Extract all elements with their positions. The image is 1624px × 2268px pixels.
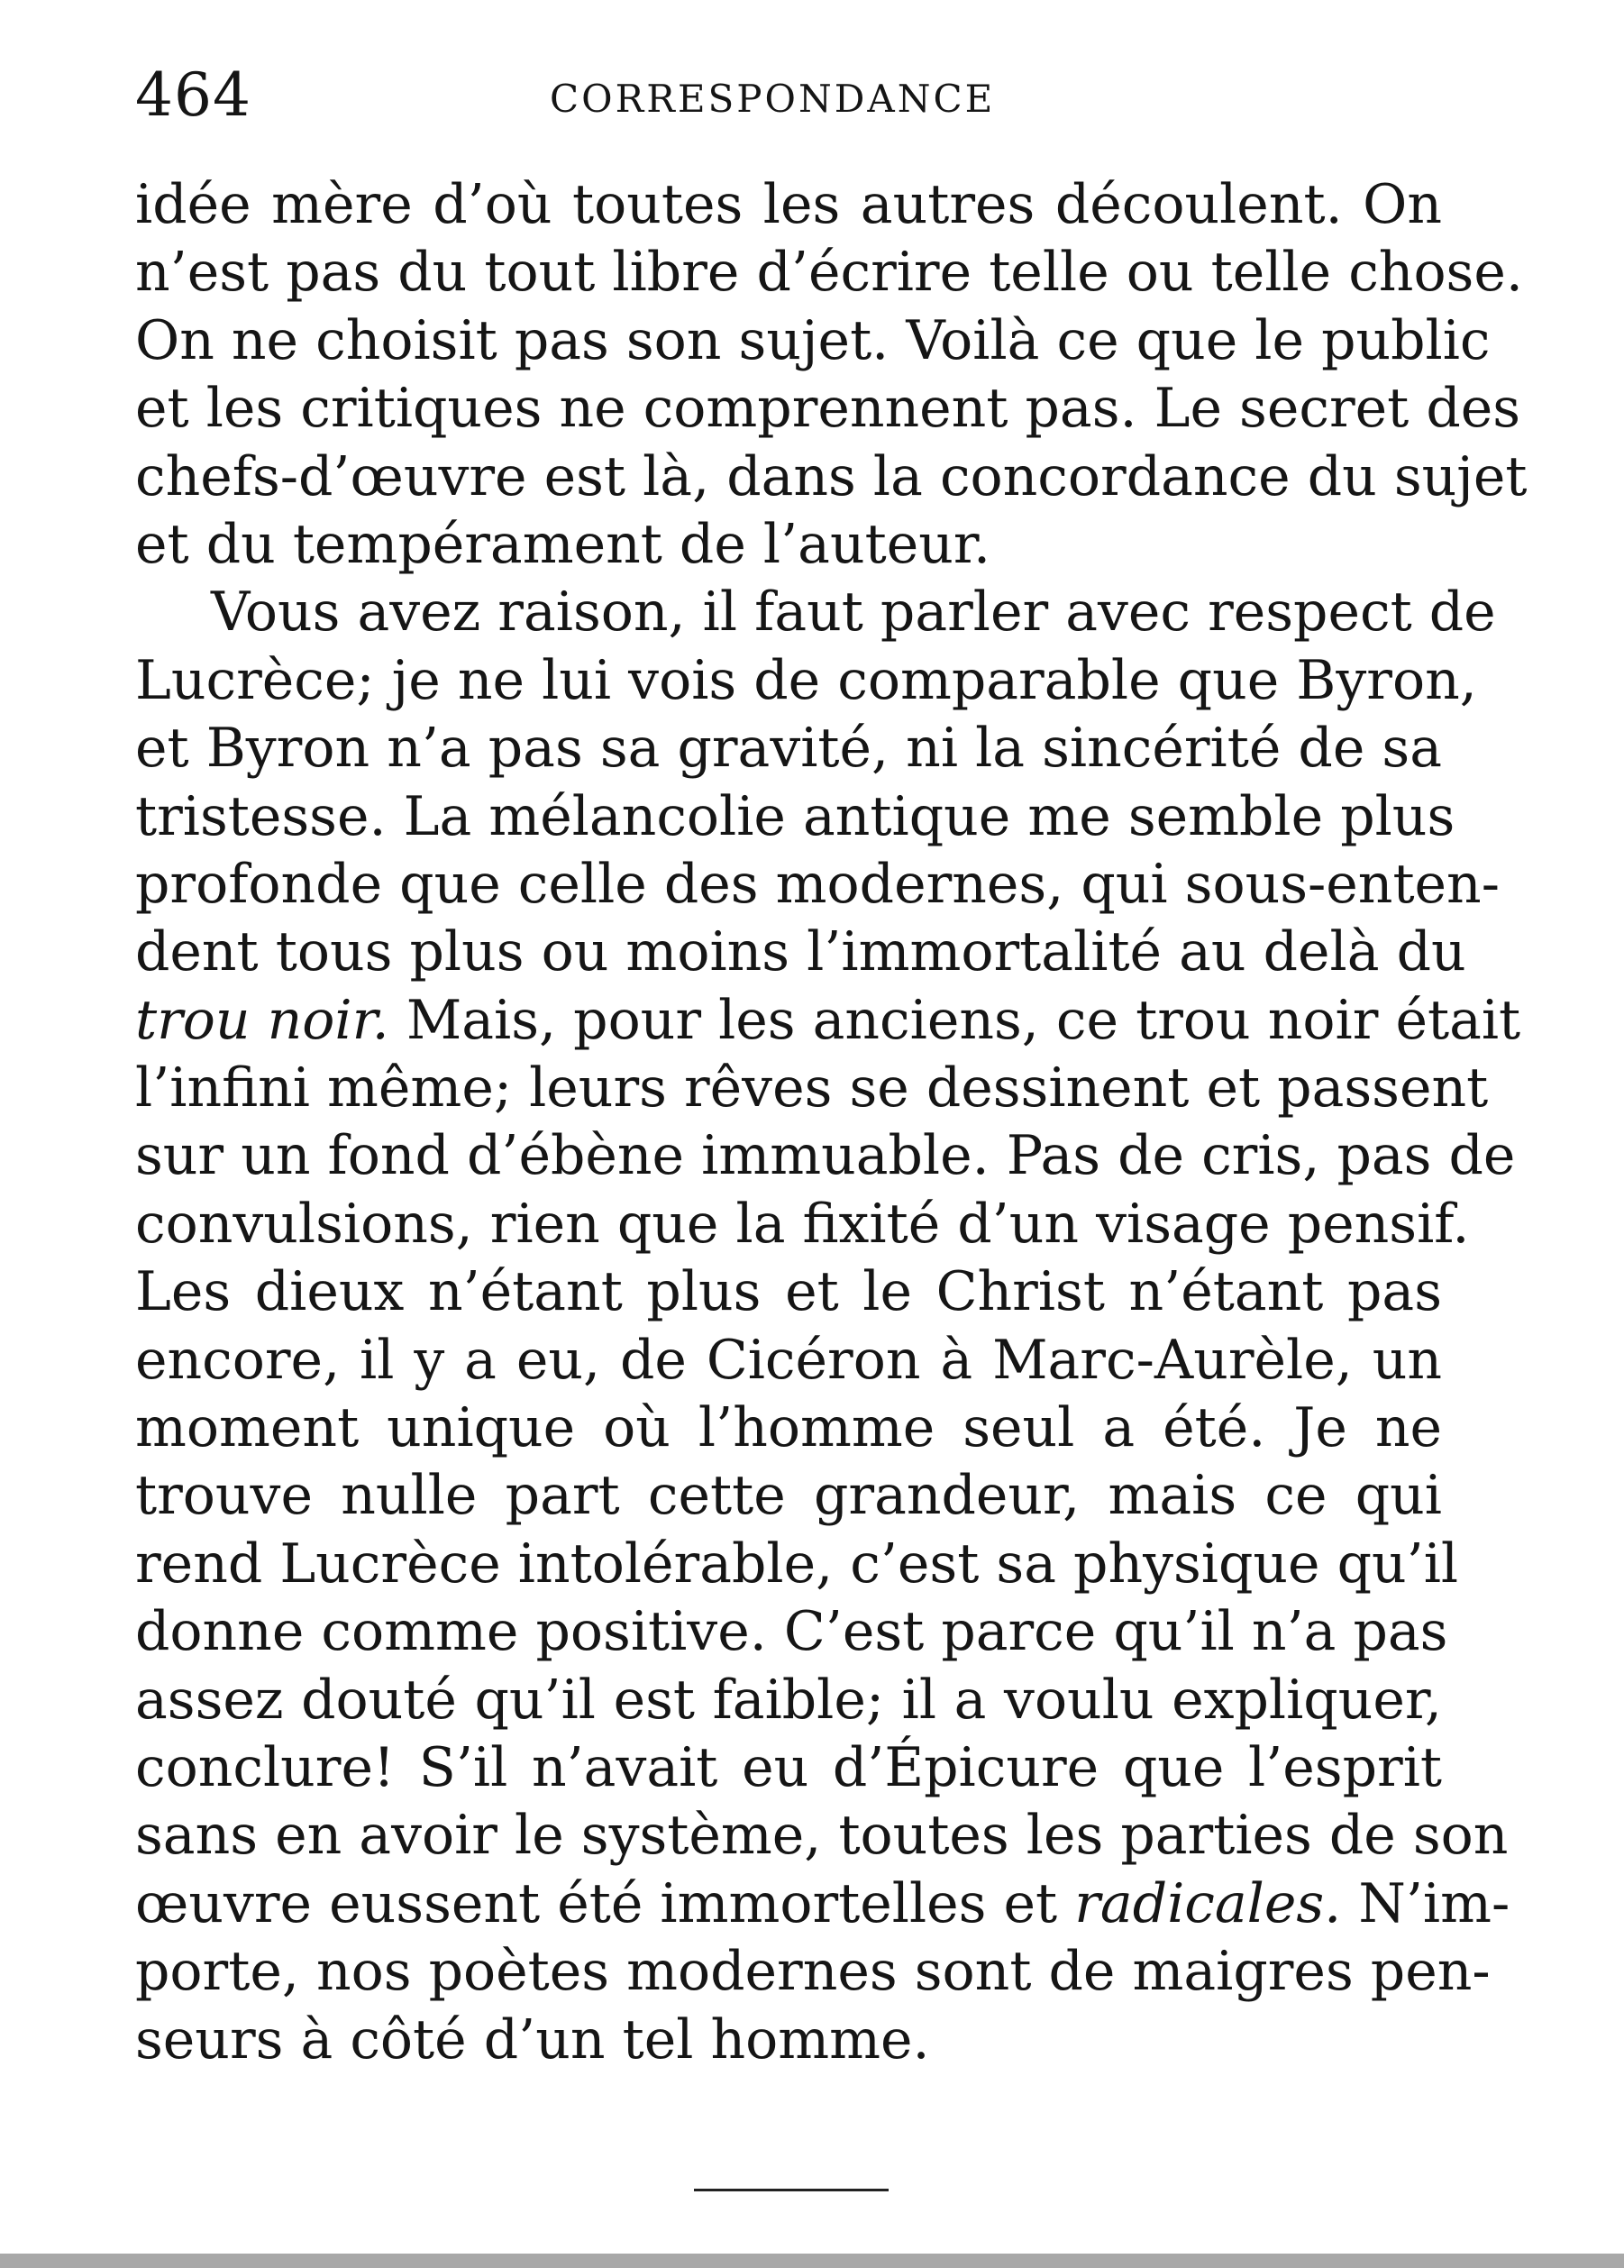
text-line — [135, 919, 1466, 986]
line-text: et du tempérament de l’auteur. — [135, 512, 991, 576]
scan-bottom-border — [0, 2254, 1624, 2268]
line-text: conclure! S’il n’avait eu d’Épicure que l’esprit — [135, 1735, 1442, 1799]
line-text: Les dieux n’étant plus et le Christ n’étant pas — [135, 1260, 1442, 1324]
line-text: rend Lucrèce intolérable, c’est sa physique qu’il — [135, 1532, 1459, 1596]
line-text: n’est pas du tout libre d’écrire telle ou telle chose. — [135, 241, 1523, 305]
text-line — [135, 1055, 1489, 1122]
line-text: trouve nulle part cette grandeur, mais ce qui — [135, 1464, 1442, 1528]
text-line — [135, 1191, 1470, 1258]
line-text: l’infini même; leurs rêves se dessinent et passent — [135, 1056, 1489, 1120]
text-line — [135, 511, 1442, 579]
line-text: assez douté qu’il est faible; il a voulu expliquer, — [135, 1668, 1442, 1732]
page-number: 464 — [135, 60, 251, 130]
text-line — [135, 1122, 1516, 1190]
text-line — [135, 851, 1500, 919]
text-line — [135, 987, 1521, 1055]
footer-rule — [694, 2189, 889, 2191]
line-text: profonde que celle des modernes, qui sous-enten- — [135, 852, 1500, 916]
line-text: encore, il y a eu, de Cicéron à Marc-Aurèle, un — [135, 1328, 1442, 1392]
text-line — [135, 1870, 1510, 1938]
text-line — [135, 715, 1442, 782]
line-text: porte, nos poètes modernes sont de maigres pen- — [135, 1940, 1491, 2004]
text-line — [135, 1531, 1459, 1598]
line-text: dent tous plus ou moins l’immortalité au delà du — [135, 920, 1466, 984]
text-line — [135, 783, 1455, 851]
line-text: sans en avoir le système, toutes les parties de son — [135, 1804, 1509, 1868]
text-line — [135, 1258, 1442, 1326]
line-text: moment unique où l’homme seul a été. Je ne — [135, 1396, 1442, 1460]
text-line — [135, 375, 1521, 443]
body-text — [135, 171, 1528, 2074]
line-text: seurs à côté d’un tel homme. — [135, 2007, 930, 2071]
text-line — [135, 171, 1442, 239]
text-line — [135, 1734, 1442, 1802]
italic-word: radicales. — [1074, 1871, 1342, 1935]
line-text: sur un fond d’ébène immuable. Pas de cris, pas de — [135, 1124, 1516, 1188]
text-line — [135, 307, 1491, 375]
line-text: chefs-d’œuvre est là, dans la concordance du sujet — [135, 444, 1528, 508]
text-line — [135, 1667, 1442, 1734]
text-line — [135, 1802, 1509, 1870]
line-text: idée mère d’où toutes les autres découlent. On — [135, 173, 1442, 236]
text-line — [135, 1462, 1442, 1530]
line-text: et les critiques ne comprennent pas. Le secret des — [135, 377, 1521, 441]
running-title: CORRESPONDANCE — [550, 77, 996, 121]
text-line — [135, 1938, 1491, 2006]
line-text-continued: N’im- — [1341, 1871, 1510, 1935]
text-line — [135, 444, 1528, 511]
line-text: tristesse. La mélancolie antique me semble plus — [135, 784, 1455, 848]
text-line — [135, 647, 1477, 715]
text-line — [135, 1327, 1442, 1395]
line-text: œuvre eussent été immortelles et — [135, 1871, 1075, 1935]
line-text: Mais, pour les anciens, ce trou noir était — [388, 988, 1521, 1052]
text-line — [135, 1598, 1448, 1666]
text-line — [135, 239, 1523, 306]
text-line — [135, 579, 1496, 646]
line-text: convulsions, rien que la fixité d’un visage pensif. — [135, 1192, 1470, 1256]
text-line — [135, 2007, 1442, 2074]
text-line — [135, 1395, 1442, 1462]
line-text: donne comme positive. C’est parce qu’il n’a pas — [135, 1600, 1448, 1664]
line-text: Lucrèce; je ne lui vois de comparable que Byron, — [135, 648, 1477, 712]
line-text: et Byron n’a pas sa gravité, ni la sincérité de sa — [135, 717, 1442, 781]
page-header — [135, 56, 1442, 137]
line-text: Vous avez raison, il faut parler avec respect de — [211, 581, 1496, 645]
italic-phrase: trou noir. — [135, 988, 389, 1052]
line-text: On ne choisit pas son sujet. Voilà ce que le public — [135, 308, 1491, 372]
